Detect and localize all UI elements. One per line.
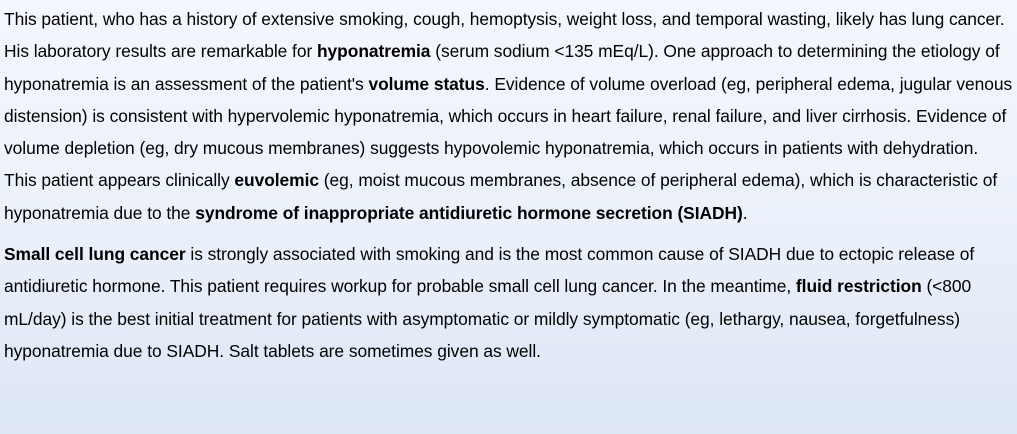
text-segment: . Evidence of volume overload (eg, peripheral edema, jugular venous distension) is consistent with hypervolemic hyponatremia, which occurs in heart failure, renal failure, and liver cirrhosis. Evidence of volume depletion (eg, dry mucous membranes) suggests hypovolemic hyponatremia, which occurs in patients with dehydration. This patient appears clinically	[4, 73, 1013, 191]
text-segment: (serum sodium <135 mEq/L). One approach to determining the etiology of hyponatremia is an assessment of the patient's	[4, 41, 1000, 94]
text-segment: is strongly associated with smoking and is the most common cause of SIADH due to ectopic release of antidiuretic hormone. This patient requires workup for probable small cell lung cancer. In the meantime,	[4, 244, 975, 297]
explanation-paragraph-2	[4, 238, 1013, 367]
bold-term-hyponatremia: hyponatremia	[316, 41, 431, 62]
bold-term-volume-status: volume status	[368, 73, 485, 94]
bold-term-fluid-restriction: fluid restriction	[795, 276, 922, 297]
bold-term-small-cell-lung-cancer: Small cell lung cancer	[4, 244, 186, 265]
bold-term-siadh: syndrome of inappropriate antidiuretic hormone secretion (SIADH)	[195, 202, 743, 223]
bold-term-euvolemic: euvolemic	[234, 170, 320, 191]
text-segment: This patient, who has a history of extensive smoking, cough, hemoptysis, weight loss, and temporal wasting, likely has lung cancer. His laboratory results are remarkable for	[4, 9, 1005, 62]
text-segment: (<800 mL/day) is the best initial treatment for patients with asymptomatic or mildly symptomatic (eg, lethargy, nausea, forgetfulness) hyponatremia due to SIADH. Salt tablets are sometimes given as well.	[4, 276, 972, 361]
text-segment: .	[742, 202, 748, 223]
explanation-paragraph-1	[4, 3, 1013, 229]
text-segment: (eg, moist mucous membranes, absence of peripheral edema), which is characteristic of hyponatremia due to the	[4, 170, 998, 223]
